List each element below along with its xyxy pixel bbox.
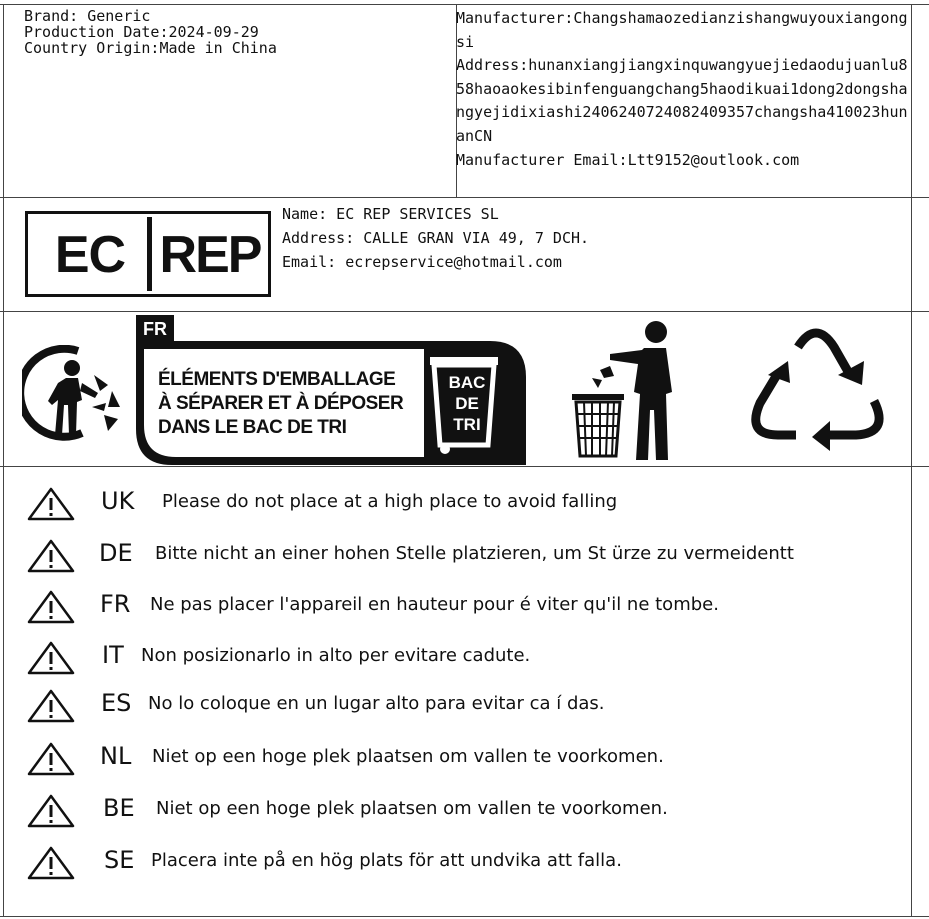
ec-rep-info xyxy=(282,202,589,274)
trash-bin-person-icon xyxy=(570,318,690,464)
warning-triangle-icon xyxy=(26,640,76,676)
warning-country-code: BE xyxy=(103,794,135,822)
ec-rep-logo-ec: EC xyxy=(54,226,126,284)
warning-row xyxy=(26,589,906,629)
warning-triangle-icon xyxy=(26,741,76,777)
brand-line: Brand: Generic xyxy=(24,7,151,25)
warning-text: No lo coloque en un lugar alto para evitar ca í das. xyxy=(148,693,605,714)
warning-row xyxy=(26,486,906,526)
ec-rep-logo-divider xyxy=(147,217,152,291)
warning-triangle-icon xyxy=(26,589,76,625)
warning-triangle-icon xyxy=(26,486,76,522)
triman-line-1: ÉLÉMENTS D'EMBALLAGE xyxy=(158,369,396,390)
triman-line-2: À SÉPARER ET À DÉPOSER xyxy=(158,393,404,414)
warning-country-code: SE xyxy=(104,846,135,874)
triman-bin-label xyxy=(438,372,496,435)
warning-triangle-icon xyxy=(26,845,76,881)
warning-row xyxy=(26,640,906,680)
ec-rep-name: Name: EC REP SERVICES SL xyxy=(282,205,499,223)
warning-text: Niet op een hoge plek plaatsen om vallen te voorkomen. xyxy=(156,798,668,819)
recycle-arrows-icon xyxy=(746,323,888,457)
warning-country-code: IT xyxy=(102,641,124,669)
warning-text: Non posizionarlo in alto per evitare cadute. xyxy=(141,645,531,666)
warning-row xyxy=(26,845,906,885)
warning-row xyxy=(26,538,906,578)
ec-rep-logo-rep: REP xyxy=(159,226,261,284)
warning-country-code: NL xyxy=(100,742,132,770)
warning-triangle-icon xyxy=(26,688,76,724)
manufacturer-info xyxy=(456,7,908,172)
warning-triangle-icon xyxy=(26,793,76,829)
triman-country: FR xyxy=(143,319,167,339)
warning-country-code: ES xyxy=(101,689,132,717)
warning-text: Niet op een hoge plek plaatsen om vallen te voorkomen. xyxy=(152,746,664,767)
warning-text: Ne pas placer l'appareil en hauteur pour é viter qu'il ne tombe. xyxy=(150,594,719,615)
warning-country-code: DE xyxy=(99,539,133,567)
bin-label-3: TRI xyxy=(453,415,481,434)
manufacturer-email: Manufacturer Email:Ltt9152@outlook.com xyxy=(456,150,800,169)
triman-line-3: DANS LE BAC DE TRI xyxy=(158,417,347,438)
warning-text: Placera inte på en hög plats för att undvika att falla. xyxy=(151,850,622,871)
product-info xyxy=(24,8,277,56)
ec-rep-address: Address: CALLE GRAN VIA 49, 7 DCH. xyxy=(282,229,590,247)
ec-rep-email: Email: ecrepservice@hotmail.com xyxy=(282,253,562,271)
bin-label-2: DE xyxy=(455,394,479,413)
warning-text: Please do not place at a high place to avoid falling xyxy=(162,491,618,512)
production-date-line: Production Date:2024-09-29 xyxy=(24,23,259,41)
warning-country-code: UK xyxy=(101,487,135,515)
warning-triangle-icon xyxy=(26,538,76,574)
manufacturer-address: Address:hunanxiangjiangxinquwangyuejiedaodujuanlu858haoaokesibinfenguangchang5haodikuai1dong2dongshangyejidixiashi2406240724082409357changsha410023hunanCN xyxy=(456,56,908,145)
warning-text: Bitte nicht an einer hohen Stelle platzieren, um St ürze zu vermeidentt xyxy=(155,543,794,564)
triman-text xyxy=(158,368,403,440)
warning-row xyxy=(26,741,906,781)
ec-rep-logo xyxy=(25,211,271,297)
country-origin-line: Country Origin:Made in China xyxy=(24,39,277,57)
triman-person-icon xyxy=(22,345,126,441)
warning-row xyxy=(26,793,906,833)
bin-label-1: BAC xyxy=(448,373,486,392)
warning-row xyxy=(26,688,906,728)
warning-country-code: FR xyxy=(100,590,131,618)
manufacturer-name: Manufacturer:Changshamaozedianzishangwuyouxiangongsi xyxy=(456,9,908,51)
